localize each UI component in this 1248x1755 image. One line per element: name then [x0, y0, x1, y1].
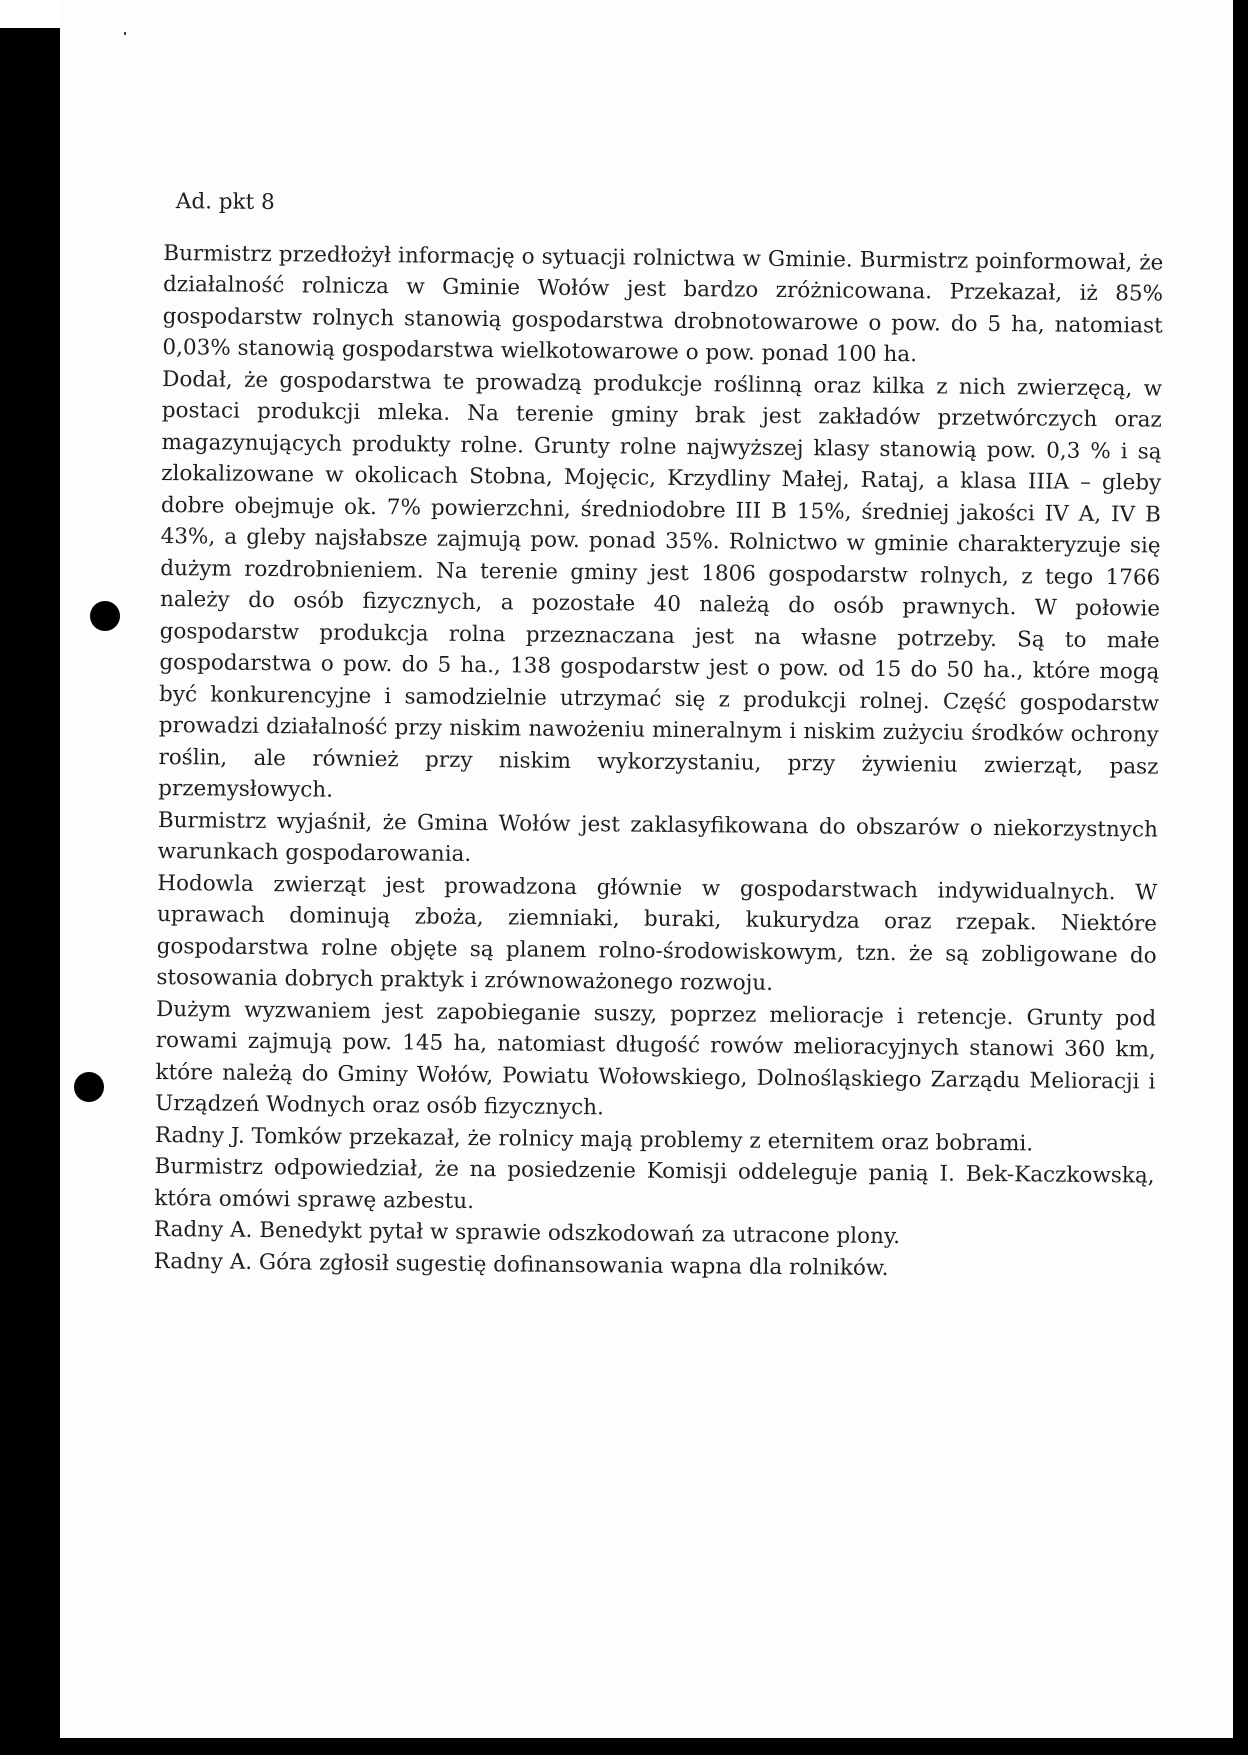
scan-border-bottom	[0, 1738, 1248, 1755]
paragraph: Burmistrz wyjaśnił, że Gmina Wołów jest zaklasyfikowana do obszarów o niekorzystnych warunkach gospodarowania.	[157, 807, 1158, 867]
paragraph: Radny A. Góra zgłosił sugestię dofinansowania wapna dla rolników.	[153, 1248, 889, 1281]
document-body	[154, 186, 1164, 1287]
paragraph: Radny A. Benedykt pytał w sprawie odszkodowań za utracone plony.	[153, 1216, 901, 1250]
scan-speck	[124, 32, 126, 35]
paragraph: Burmistrz odpowiedział, że na posiedzenie Komisji oddeleguje panią I. Bek-Kaczkowską, która omówi sprawę azbestu.	[154, 1153, 1155, 1214]
scan-border-left	[0, 28, 60, 1755]
paragraph: Radny J. Tomków przekazał, że rolnicy mają problemy z eternitem oraz bobrami.	[154, 1122, 1034, 1156]
scan-border-right	[1233, 0, 1248, 1755]
punch-hole-mark	[74, 1072, 104, 1102]
punch-hole-mark	[90, 601, 120, 631]
paragraph: Dodał, że gospodarstwa te prowadzą produkcje roślinną oraz kilka z nich zwierzęcą, w postaci produkcji mleka. Na terenie gminy brak jest zakładów przetwórczych oraz magazynujących produkty rolne. Grunty rolne najwyższej klasy stanowią pow. 0,3 % i są zlokalizowane w okolicach Stobna, Mojęcic, Krzydliny Małej, Rataj, a klasa IIIA – gleby dobre obejmuje ok. 7% powierzchni, średniodobre III B 15%, średniej jakości IV A, IV B 43%, a gleby najsłabsze zajmują pow. ponad 35%. Rolnictwo w gminie charakteryzuje się dużym rozdrobnieniem. Na terenie gminy jest 1806 gospodarstw rolnych, z tego 1766 należy do osób fizycznych, a pozostałe 40 należą do osób prawnych. W połowie gospodarstw produkcja rolna przeznaczana jest na własne potrzeby. Są to małe gospodarstwa o pow. do 5 ha., 138 gospodarstw jest o pow. od 15 do 50 ha., które mogą być konkurencyjne i samodzielnie utrzymać się z produkcji rolnej. Część gospodarstw prowadzi działalność przy niskim nawożeniu mineralnym i niskim zużyciu środków ochrony roślin, ale również przy niskim wykorzystaniu, przy żywieniu zwierząt, pasz przemysłowych.	[158, 366, 1163, 803]
section-heading: Ad. pkt 8	[175, 189, 275, 216]
paragraph: Burmistrz przedłożył informację o sytuacji rolnictwa w Gminie. Burmistrz poinformował, że działalność rolnicza w Gminie Wołów jest bardzo zróżnicowana. Przekazał, iż 85% gospodarstw rolnych stanowią gospodarstwa drobnotowarowe o pow. do 5 ha, natomiast 0,03% stanowią gospodarstwa wielkotowarowe o pow. ponad 100 ha.	[162, 240, 1164, 368]
paragraph: Dużym wyzwaniem jest zapobieganie suszy, poprzez melioracje i retencje. Grunty pod rowami zajmują pow. 145 ha, natomiast długość rowów melioracyjnych stanowi 360 km, które należą do Gminy Wołów, Powiatu Wołowskiego, Dolnośląskiego Zarządu Melioracji i Urządzeń Wodnych oraz osób fizycznych.	[155, 996, 1157, 1121]
paragraph: Hodowla zwierząt jest prowadzona głównie w gospodarstwach indywidualnych. W uprawach dominują zboża, ziemniaki, buraki, kukurydza oraz rzepak. Niektóre gospodarstwa rolne objęte są planem rolno-środowiskowym, tzn. że są zobligowane do stosowania dobrych praktyk i zrównoważonego rozwoju.	[156, 870, 1158, 996]
